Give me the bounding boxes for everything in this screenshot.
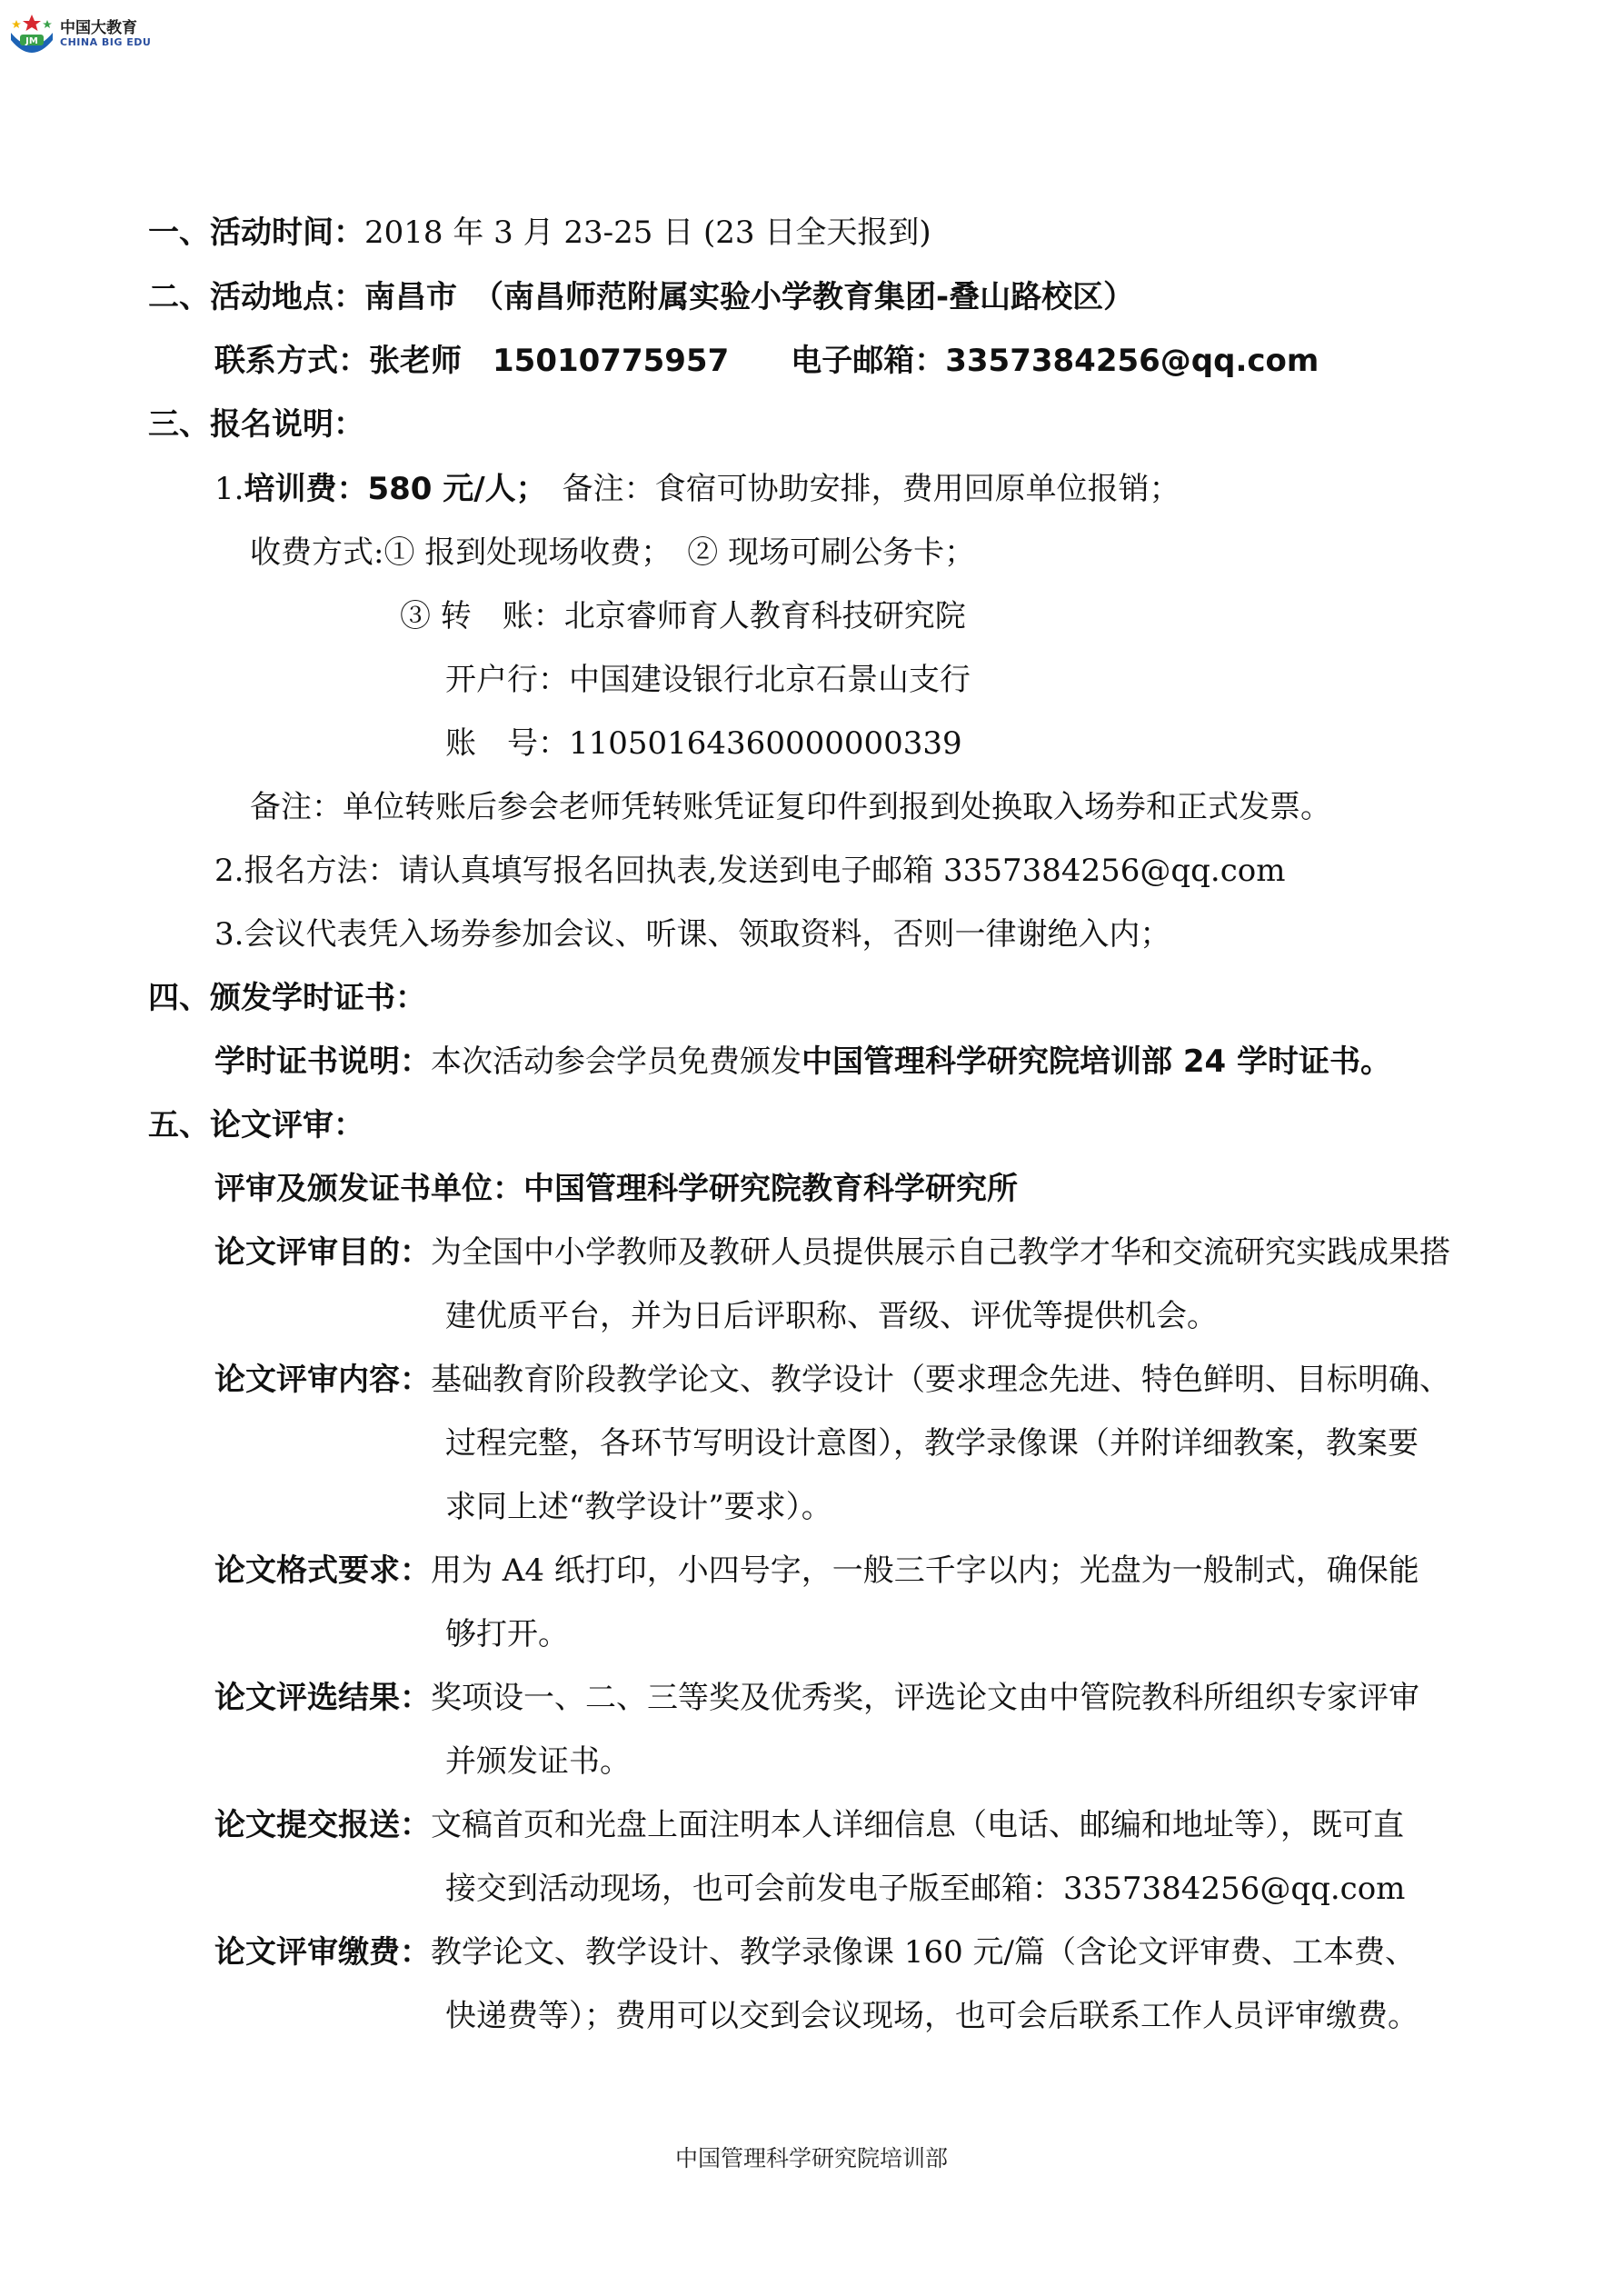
logo-name-cn: 中国大教育	[60, 19, 137, 37]
text-line-s3	[148, 404, 364, 444]
text-segment: 1.	[214, 471, 244, 507]
text-line-result1	[214, 1678, 1419, 1718]
text-segment: 论文评审缴费：	[214, 1934, 431, 1971]
text-segment: 够打开。	[445, 1616, 569, 1652]
text-segment: 基础教育阶段教学论文、教学设计（要求理念先进、特色鲜明、目标明确、	[431, 1362, 1450, 1398]
text-segment: 2018 年 3 月 23-25 日 (23 日全天报到)	[364, 215, 931, 251]
text-segment: 建优质平台，并为日后评职称、晋级、评优等提供机会。	[445, 1298, 1218, 1334]
org-logo	[7, 13, 162, 56]
text-segment: 评审及颁发证书单位：中国管理科学研究院教育科学研究所	[214, 1171, 1018, 1207]
svg-text:JM: JM	[25, 36, 38, 46]
logo-name-en: CHINA BIG EDU	[60, 36, 152, 48]
text-line-s4	[148, 978, 426, 1018]
text-line-aim2	[445, 1296, 1218, 1336]
text-segment: 备注：单位转账后参会老师凭转账凭证复印件到报到处换取入场券和正式发票。	[250, 789, 1331, 825]
text-segment: 五、论文评审：	[148, 1107, 364, 1143]
text-segment: ③ 转 账：北京睿师育人教育科技研究院	[400, 598, 966, 634]
text-line-format2	[445, 1614, 569, 1654]
text-line-time	[148, 213, 931, 253]
text-line-format1	[214, 1551, 1419, 1591]
text-line-s5	[148, 1105, 364, 1145]
text-segment: 论文评选结果：	[214, 1680, 431, 1716]
text-segment: 论文评审内容：	[214, 1362, 431, 1398]
text-segment: 备注：食宿可协助安排，费用回原单位报销；	[531, 471, 1180, 507]
text-line-pay	[250, 533, 975, 573]
text-segment: 为全国中小学教师及教研人员提供展示自己教学才华和交流研究实践成果搭	[431, 1234, 1450, 1271]
text-line-acct	[445, 724, 962, 764]
text-segment: 用为 A4 纸打印，小四号字，一般三千字以内；光盘为一般制式，确保能	[431, 1552, 1419, 1589]
text-segment: 培训费：580 元/人；	[244, 471, 532, 507]
text-segment: 学时证书说明：	[214, 1043, 431, 1080]
text-line-aim1	[214, 1233, 1450, 1273]
text-line-content2	[445, 1423, 1419, 1463]
footer-organization: 中国管理科学研究院培训部	[674, 2145, 948, 2171]
text-segment: 奖项设一、二、三等奖及优秀奖，评选论文由中管院教科所组织专家评审	[431, 1680, 1419, 1716]
text-segment: 三、报名说明：	[148, 406, 364, 443]
text-segment: 论文格式要求：	[214, 1552, 431, 1589]
text-segment: 快递费等）；费用可以交到会议现场，也可会后联系工作人员评审缴费。	[445, 1998, 1419, 2034]
text-segment: 求同上述“教学设计”要求）。	[445, 1489, 832, 1525]
text-line-pay3	[400, 596, 966, 636]
text-segment: 开户行：中国建设银行北京石景山支行	[445, 662, 971, 698]
text-line-content3	[445, 1487, 832, 1527]
text-line-unit	[214, 1169, 1018, 1209]
text-line-feeR1	[214, 1932, 1416, 1972]
text-segment: 二、活动地点：南昌市 （南昌师范附属实验小学教育集团-叠山路校区）	[148, 279, 1135, 315]
text-segment: 中国管理科学研究院培训部 24 学时证书。	[802, 1043, 1391, 1080]
text-segment: 四、颁发学时证书：	[148, 980, 426, 1016]
text-line-result2	[445, 1742, 631, 1782]
text-line-ticket	[214, 914, 1170, 954]
text-segment: 收费方式:① 报到处现场收费； ② 现场可刷公务卡；	[250, 534, 976, 571]
text-segment: 并颁发证书。	[445, 1743, 631, 1780]
text-segment: 过程完整，各环节写明设计意图），教学录像课（并附详细教案，教案要	[445, 1425, 1419, 1462]
text-segment: 本次活动参会学员免费颁发	[431, 1043, 802, 1080]
text-line-reg	[214, 851, 1285, 891]
text-segment: 联系方式：张老师 15010775957 电子邮箱：3357384256@qq.com	[214, 343, 1319, 379]
text-line-cert	[214, 1042, 1391, 1082]
text-line-submit2	[445, 1869, 1405, 1909]
text-segment: 文稿首页和光盘上面注明本人详细信息（电话、邮编和地址等），既可直	[431, 1807, 1404, 1843]
text-line-contact	[214, 341, 1319, 381]
text-line-fee	[214, 469, 1180, 509]
text-segment: 论文提交报送：	[214, 1807, 431, 1843]
text-segment: 账 号：11050164360000000339	[445, 725, 962, 762]
text-line-place	[148, 277, 1134, 317]
text-segment: 3.会议代表凭入场券参加会议、听课、领取资料，否则一律谢绝入内；	[214, 916, 1171, 953]
text-line-note	[250, 787, 1331, 827]
text-line-feeR2	[445, 1996, 1419, 2036]
text-segment: 教学论文、教学设计、教学录像课 160 元/篇（含论文评审费、工本费、	[431, 1934, 1416, 1971]
text-segment: 一、活动时间：	[148, 215, 364, 251]
org-logo-icon	[7, 13, 56, 56]
text-segment: 论文评审目的：	[214, 1234, 431, 1271]
text-line-submit1	[214, 1805, 1404, 1845]
text-segment: 2.报名方法：请认真填写报名回执表,发送到电子邮箱 3357384256@qq.com	[214, 853, 1286, 889]
text-line-bank	[445, 660, 971, 700]
text-segment: 接交到活动现场，也可会前发电子版至邮箱：3357384256@qq.com	[445, 1871, 1406, 1907]
text-line-content1	[214, 1360, 1450, 1400]
